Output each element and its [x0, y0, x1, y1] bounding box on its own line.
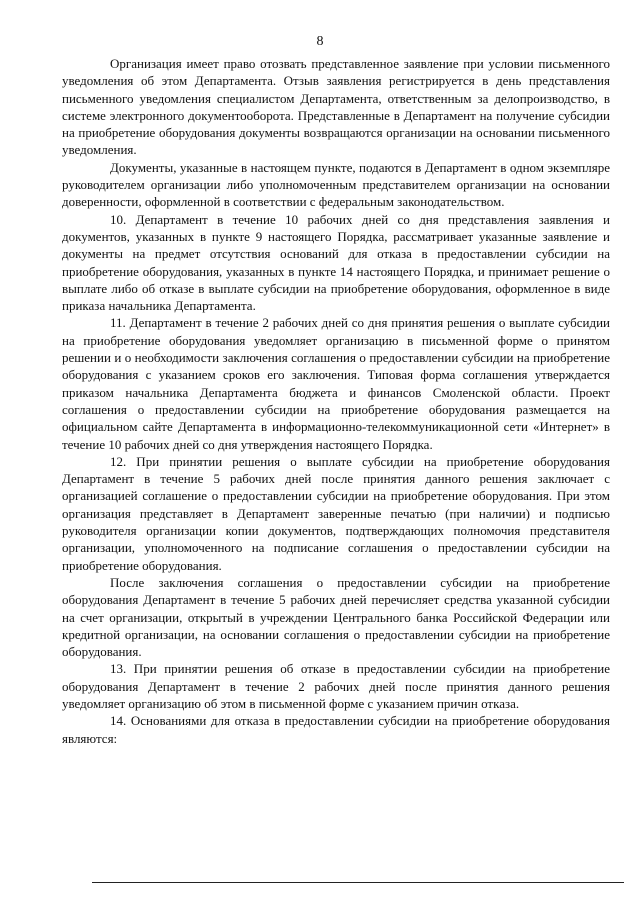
paragraph-item-13: 13. При принятии решения об отказе в предоставлении субсидии на приобретение оборудования Департамент в течение 2 рабочих дней после принятия данного решения уведомляет организацию об этом в письменной форме с указанием причин отказа. — [62, 661, 610, 711]
paragraph-item-12: 12. При принятии решения о выплате субсидии на приобретение оборудования Департамент в течение 5 рабочих дней после принятия данного решения заключает с организацией соглашение о предоставлении субсидии на приобретение оборудования. При этом организация представляет в Департамент заверенные печатью (при наличии) и подписью руководителя организации копии документов, подтверждающих полномочия представителя организации, уполномоченного на подписание соглашения о предоставлении субсидии на приобретение оборудования. — [62, 453, 610, 573]
page-number: 8 — [316, 34, 324, 49]
document-body — [62, 55, 610, 747]
paragraph-withdrawal: Организация имеет право отозвать представленное заявление при условии письменного уведомления об этом Департамента. Отзыв заявления регистрируется в день представления письменного уведомления специалистом Департамента, ответственным за делопроизводство, в системе электронного документооборота. Представленные в Департамент на получение субсидии на приобретение оборудования документы возвращаются организации на основании письменного уведомления. — [62, 56, 610, 158]
paragraph-item-14: 14. Основаниями для отказа в предоставлении субсидии на приобретение оборудования являются: — [62, 713, 610, 746]
footer-divider — [92, 882, 624, 883]
paragraph-transfer: После заключения соглашения о предоставлении субсидии на приобретение оборудования Департамент в течение 5 рабочих дней перечисляет средства указанной субсидии на счет организации, открытый в учреждении Центрального банка Российской Федерации или кредитной организации, на основании соглашения о предоставлении субсидии на приобретение оборудования. — [62, 574, 610, 660]
paragraph-item-10: 10. Департамент в течение 10 рабочих дней со дня представления заявления и документов, указанных в пункте 9 настоящего Порядка, рассматривает указанные заявление и документы на предмет отсутствия оснований для отказа в предоставлении субсидии на приобретение оборудования, указанных в пункте 14 настоящего Порядка, и принимает решение о выплате либо об отказе в выплате субсидии на приобретение оборудования, оформленное в виде приказа начальника Департамента. — [62, 211, 610, 314]
paragraph-item-11: 11. Департамент в течение 2 рабочих дней со дня принятия решения о выплате субсидии на приобретение оборудования уведомляет организацию в письменной форме о принятом решении и о необходимости заключения соглашения о предоставлении субсидии на приобретение оборудования с указанием сроков его заключения. Типовая форма соглашения утверждается приказом начальника Департамента бюджета и финансов Смоленской области. Проект соглашения о предоставлении субсидии на приобретение оборудования размещается на официальном сайте Департамента в информационно-телекоммуникационной сети «Интернет» в течение 10 рабочих дней со дня утверждения настоящего Порядка. — [62, 315, 610, 452]
paragraph-submission: Документы, указанные в настоящем пункте, подаются в Департамент в одном экземпляре руководителем организации либо уполномоченным представителем организации на основании доверенности, оформленной в соответствии с федеральным законодательством. — [62, 159, 610, 210]
